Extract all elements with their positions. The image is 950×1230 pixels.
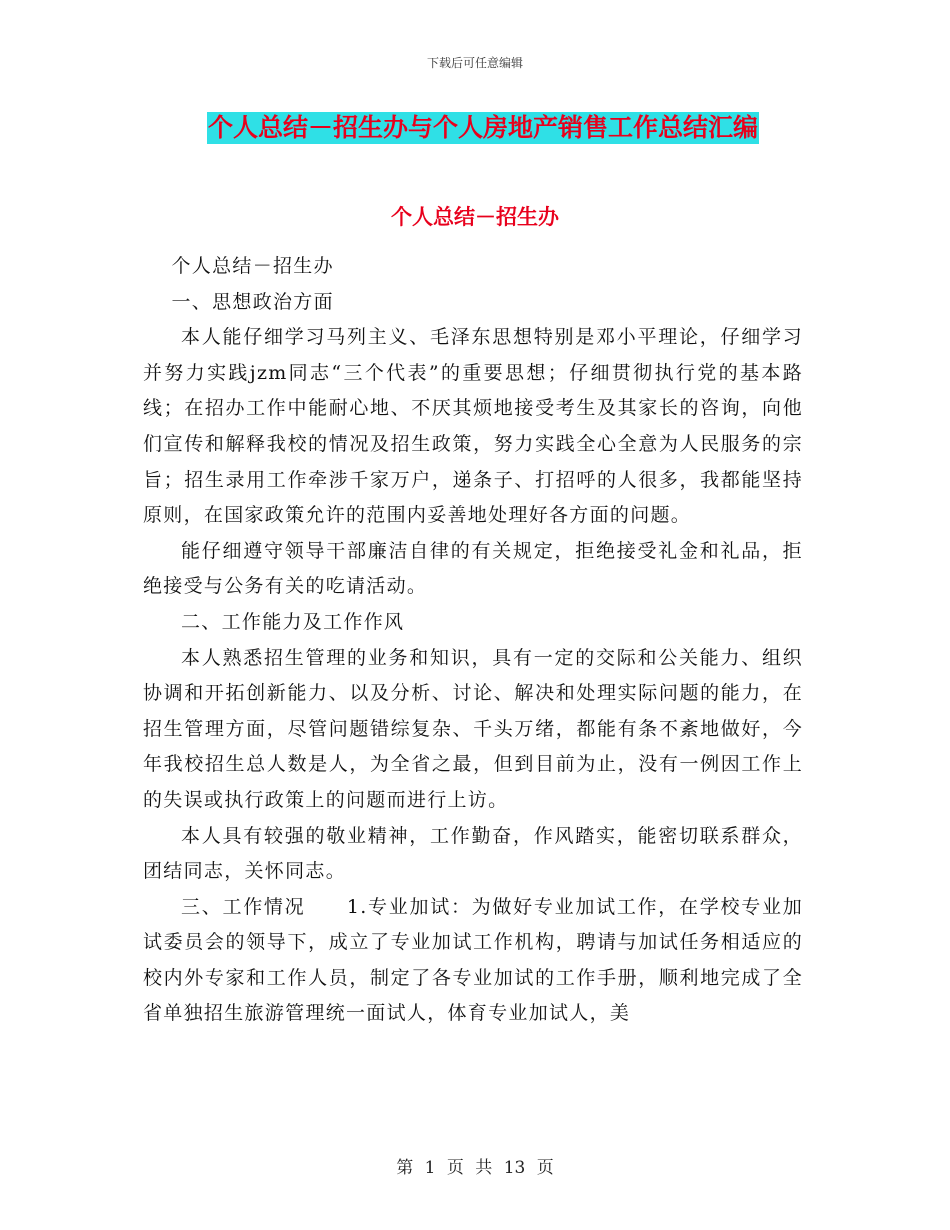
- paragraph: 能仔细遵守领导干部廉洁自律的有关规定，拒绝接受礼金和礼品，拒绝接受与公务有关的吃请活动。: [143, 539, 803, 598]
- section-title: 个人总结－招生办: [391, 205, 559, 229]
- paragraph-heading-1: 一、思想政治方面: [171, 290, 334, 313]
- document-title: 个人总结－招生办与个人房地产销售工作总结汇编: [208, 113, 759, 142]
- paragraph-subtitle: 个人总结－招生办: [171, 255, 334, 277]
- document-body: [143, 249, 803, 1032]
- page-number: 第 1 页 共 13 页: [396, 1158, 554, 1178]
- paragraph: 本人能仔细学习马列主义、毛泽东思想特别是邓小平理论，仔细学习并努力实践jzm同志“三个代表”的重要思想；仔细贯彻执行党的基本路线；在招办工作中能耐心地、不厌其烦地接受考生及其家长的咨询，向他们宣传和解释我校的情况及招生政策，努力实践全心全意为人民服务的宗旨；招生录用工作牵涉千家万户，递条子、打招呼的人很多，我都能坚持原则，在国家政策允许的范围内妥善地处理好各方面的问题。: [143, 326, 803, 527]
- paragraph: 三、工作情况 1.专业加试：为做好专业加试工作，在学校专业加试委员会的领导下，成立了专业加试工作机构，聘请与加试任务相适应的校内外专家和工作人员，制定了各专业加试的工作手册，顺利地完成了全省单独招生旅游管理统一面试人，体育专业加试人，美: [143, 895, 803, 1025]
- paragraph-heading-2: 二、工作能力及工作作风: [181, 610, 405, 633]
- document-title-wrap: [207, 112, 759, 144]
- header-note: 下载后可任意编辑: [426, 56, 523, 70]
- paragraph: 本人具有较强的敬业精神，工作勤奋，作风踏实，能密切联系群众，团结同志，关怀同志。: [143, 824, 803, 883]
- paragraph: 本人熟悉招生管理的业务和知识，具有一定的交际和公关能力、组织协调和开拓创新能力、以及分析、讨论、解决和处理实际问题的能力，在招生管理方面，尽管问题错综复杂、千头万绪，都能有条不紊地做好，今年我校招生总人数是人，为全省之最，但到目前为止，没有一例因工作上的失误或执行政策上的问题而进行上访。: [143, 646, 803, 811]
